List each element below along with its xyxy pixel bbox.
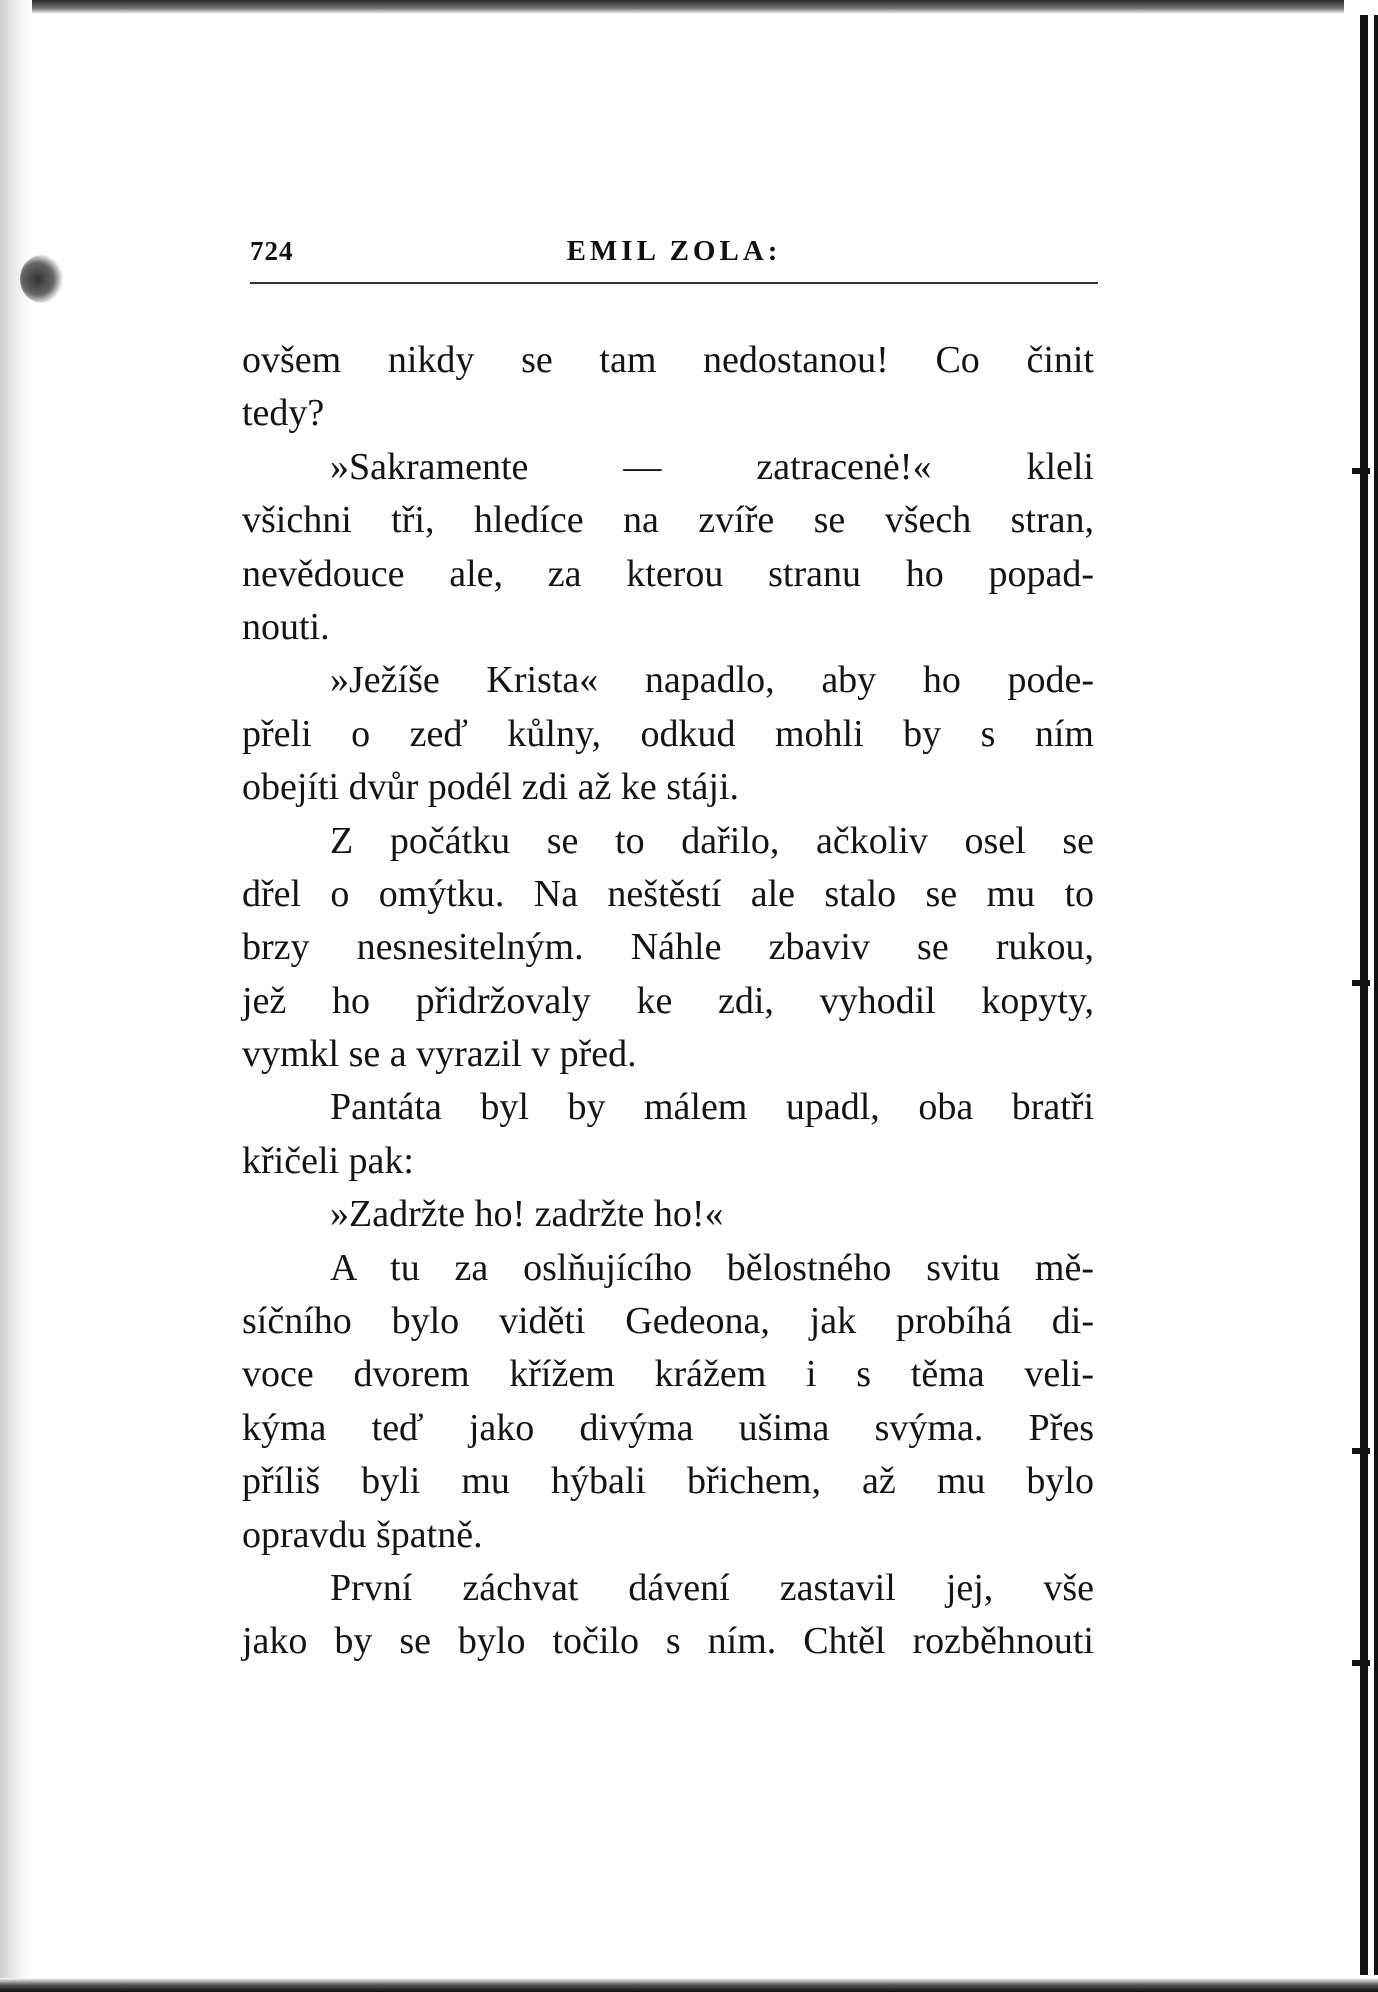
edge-tick (1352, 1660, 1370, 1666)
page-edge-line (1360, 15, 1368, 1975)
text-line: »Ježíše Krista« napadlo, aby ho pode- (330, 659, 1094, 702)
text-line: kýma teď jako divýma ušima svýma. Přes (242, 1406, 1094, 1449)
page-number: 724 (250, 236, 294, 266)
text-line: nouti. (242, 605, 330, 648)
text-line: jako by se bylo točilo s ním. Chtěl rozběhnouti (242, 1620, 1094, 1663)
text-line: »Zadržte ho! zadržte ho!« (330, 1193, 724, 1236)
page-header (250, 230, 1098, 274)
header-rule (250, 282, 1098, 284)
text-line: Z počátku se to dařilo, ačkoliv osel se (330, 819, 1094, 862)
ink-blot (20, 255, 64, 303)
text-line: dřel o omýtku. Na neštěstí ale stalo se mu to (242, 872, 1094, 915)
text-line: »Sakramente — zatracenė!« kleli (330, 445, 1094, 488)
text-line: První záchvat dávení zastavil jej, vše (330, 1566, 1094, 1609)
text-line: brzy nesnesitelným. Náhle zbaviv se rukou, (242, 926, 1094, 969)
edge-tick (1352, 1448, 1370, 1454)
text-line: nevědouce ale, za kterou stranu ho popad- (242, 552, 1094, 595)
edge-tick (1352, 468, 1370, 474)
text-line: voce dvorem křížem krážem i s těma veli- (242, 1353, 1094, 1396)
edge-tick (1352, 980, 1370, 986)
text-line: síčního bylo viděti Gedeona, jak probíhá di- (242, 1300, 1094, 1343)
text-line: příliš byli mu hýbali břichem, až mu bylo (242, 1460, 1094, 1503)
text-line: křičeli pak: (242, 1139, 414, 1182)
text-line: Pantáta byl by málem upadl, oba bratři (330, 1086, 1094, 1129)
text-line: jež ho přidržovaly ke zdi, vyhodil kopyty, (242, 979, 1094, 1022)
text-line: ovšem nikdy se tam nedostanou! Co činit (242, 339, 1094, 381)
text-line: tedy? (242, 392, 325, 435)
scan-bottom-edge (0, 1978, 1378, 1992)
text-line: opravdu špatně. (242, 1513, 483, 1556)
text-line: A tu za oslňujícího bělostného svitu mě- (330, 1246, 1094, 1289)
body-text (242, 334, 1094, 1669)
running-title: EMIL ZOLA: (566, 235, 782, 267)
scan-left-shadow (0, 0, 32, 1992)
text-line: přeli o zeď kůlny, odkud mohli by s ním (242, 712, 1094, 755)
text-line: obejíti dvůr podél zdi až ke stáji. (242, 766, 740, 809)
page-edge-line-outer (1374, 15, 1378, 1975)
scan-right-margin (1344, 0, 1378, 1992)
text-line: všichni tři, hledíce na zvíře se všech stran, (242, 499, 1094, 542)
text-line: vymkl se a vyrazil v před. (242, 1033, 637, 1076)
scan-top-edge (0, 0, 1378, 14)
